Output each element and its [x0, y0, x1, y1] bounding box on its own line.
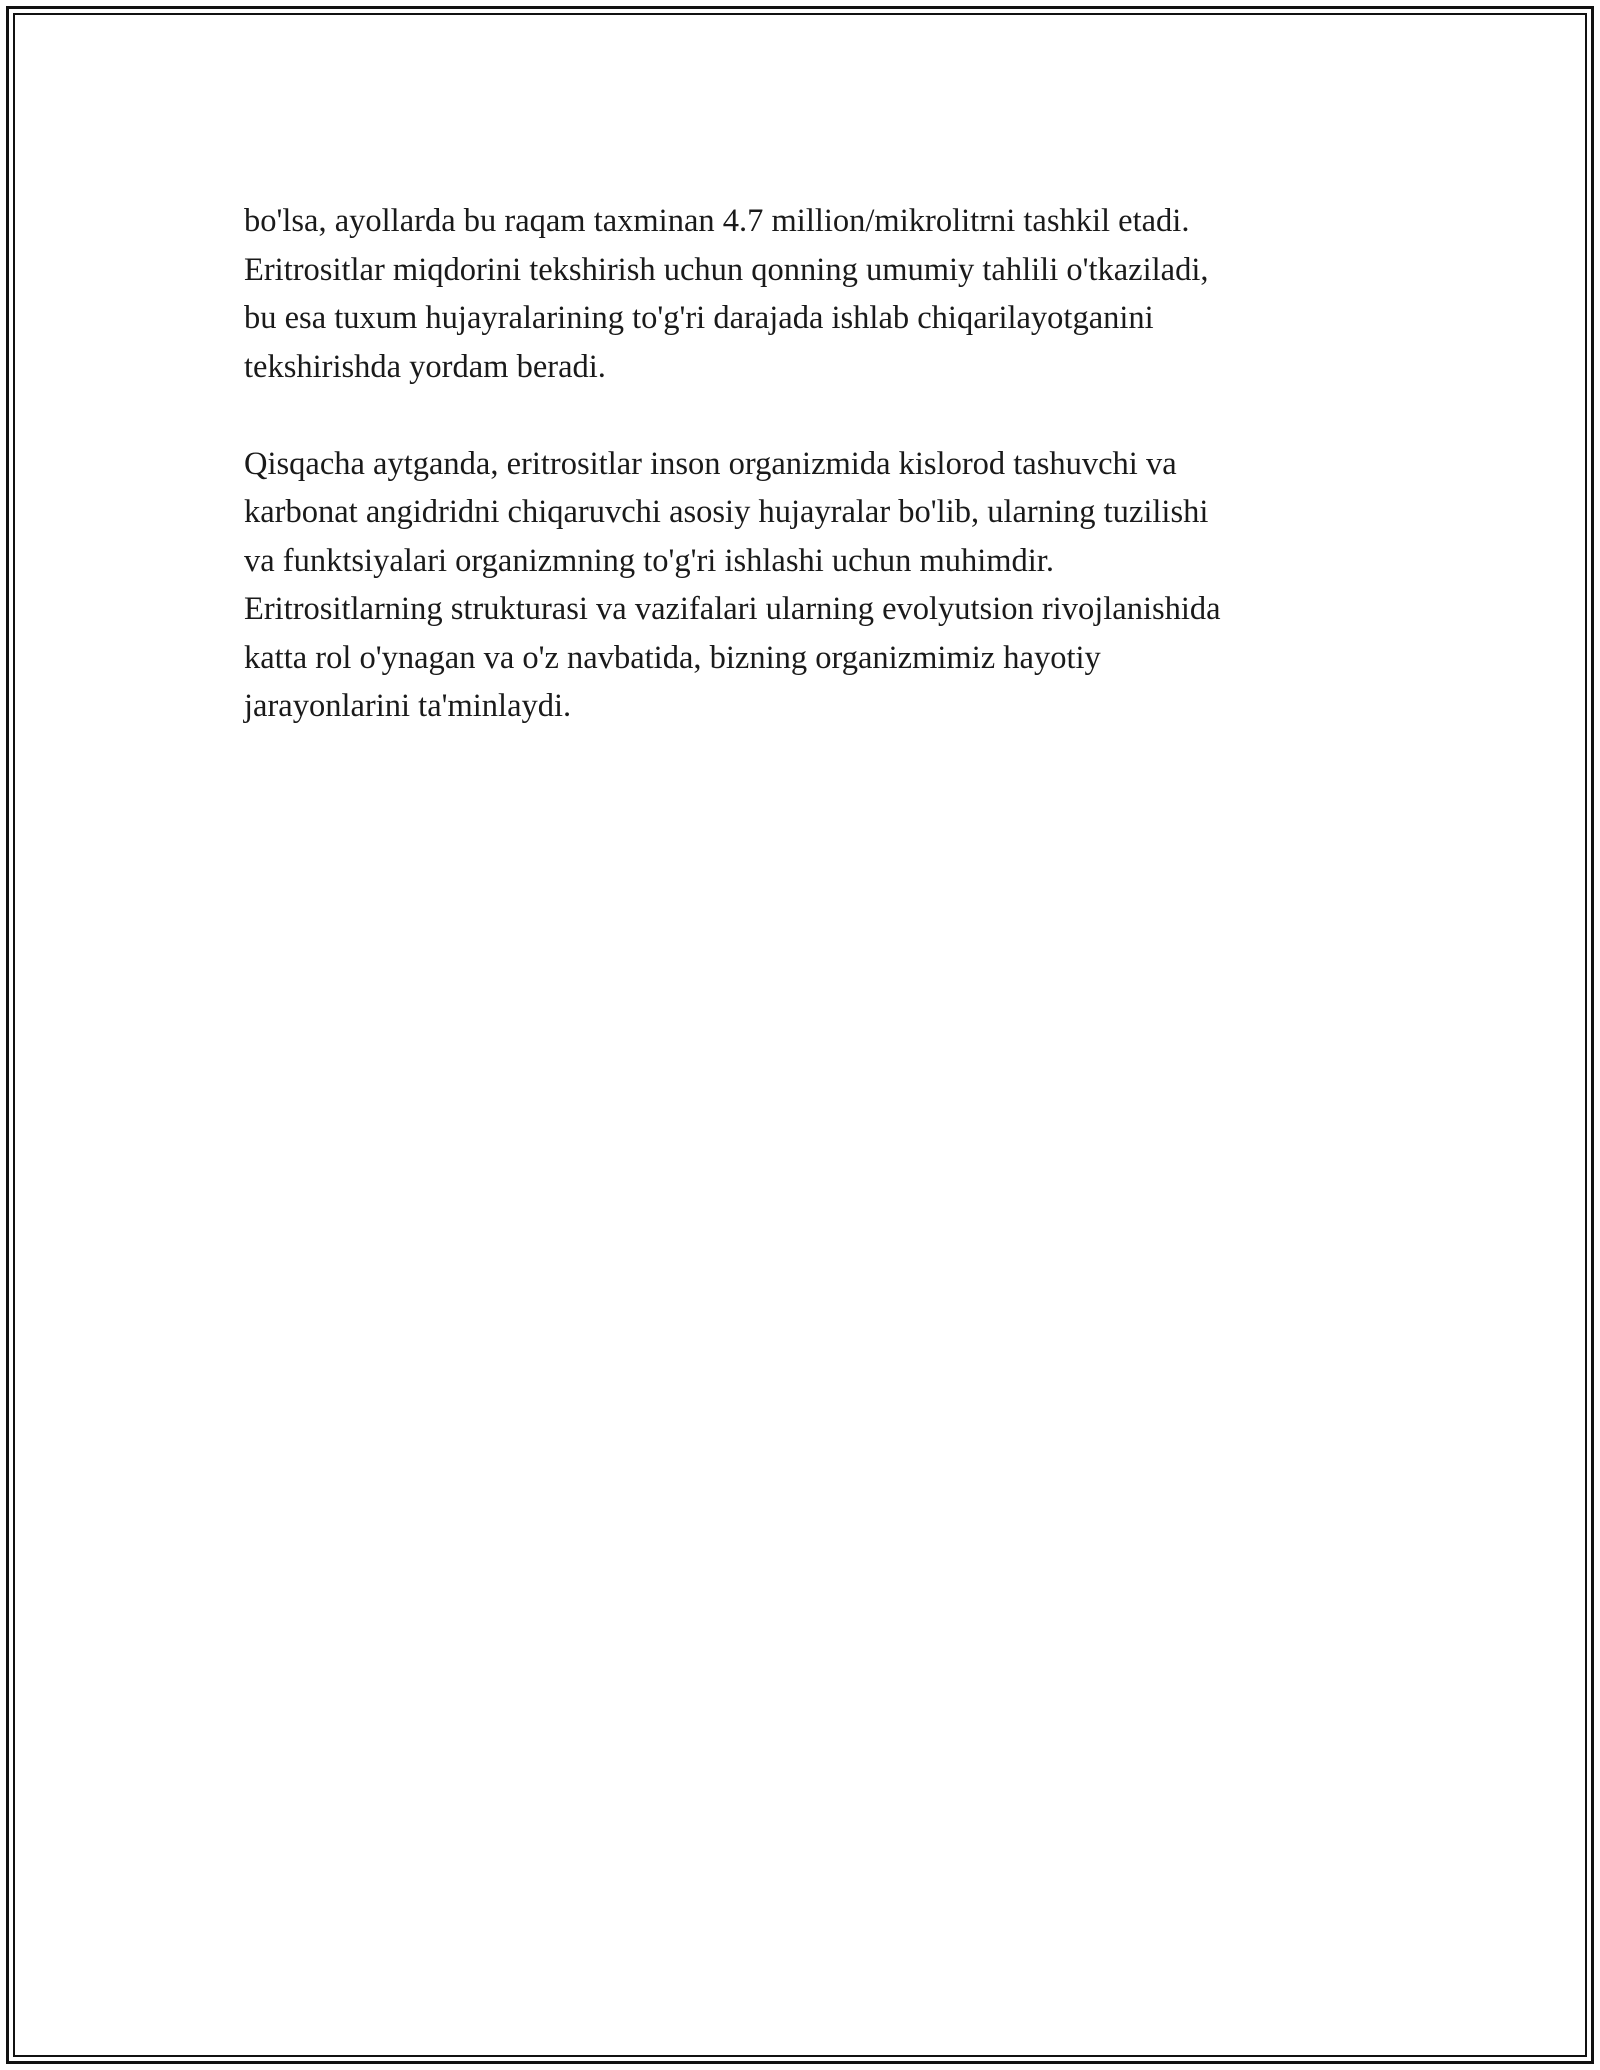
text-line: Eritrositlar miqdorini tekshirish uchun qonning umumiy tahlili o'tkaziladi, — [244, 251, 1209, 288]
text-line: katta rol o'ynagan va o'z navbatida, bizning organizmimiz hayotiy — [244, 639, 1101, 676]
page-border — [6, 6, 1594, 2064]
text-line: bo'lsa, ayollarda bu raqam taxminan 4.7 million/mikrolitrni tashkil etadi. — [244, 203, 1190, 239]
text-line: jarayonlarini ta'minlaydi. — [244, 688, 572, 724]
text-line: va funktsiyalari organizmning to'g'ri ishlashi uchun muhimdir. — [244, 542, 1054, 579]
document-body — [244, 197, 1374, 731]
text-line: bu esa tuxum hujayralarining to'g'ri darajada ishlab chiqarilayotganini — [244, 300, 1154, 336]
text-line: tekshirishda yordam beradi. — [244, 348, 606, 385]
text-line: karbonat angidridni chiqaruvchi asosiy hujayralar bo'lib, ularning tuzilishi — [244, 494, 1209, 530]
paragraph-2 — [244, 440, 1374, 731]
text-line: Eritrositlarning strukturasi va vazifalari ularning evolyutsion rivojlanishida — [244, 591, 1221, 627]
paragraph-1 — [244, 197, 1374, 391]
text-line: Qisqacha aytganda, eritrositlar inson organizmida kislorod tashuvchi va — [244, 445, 1177, 482]
